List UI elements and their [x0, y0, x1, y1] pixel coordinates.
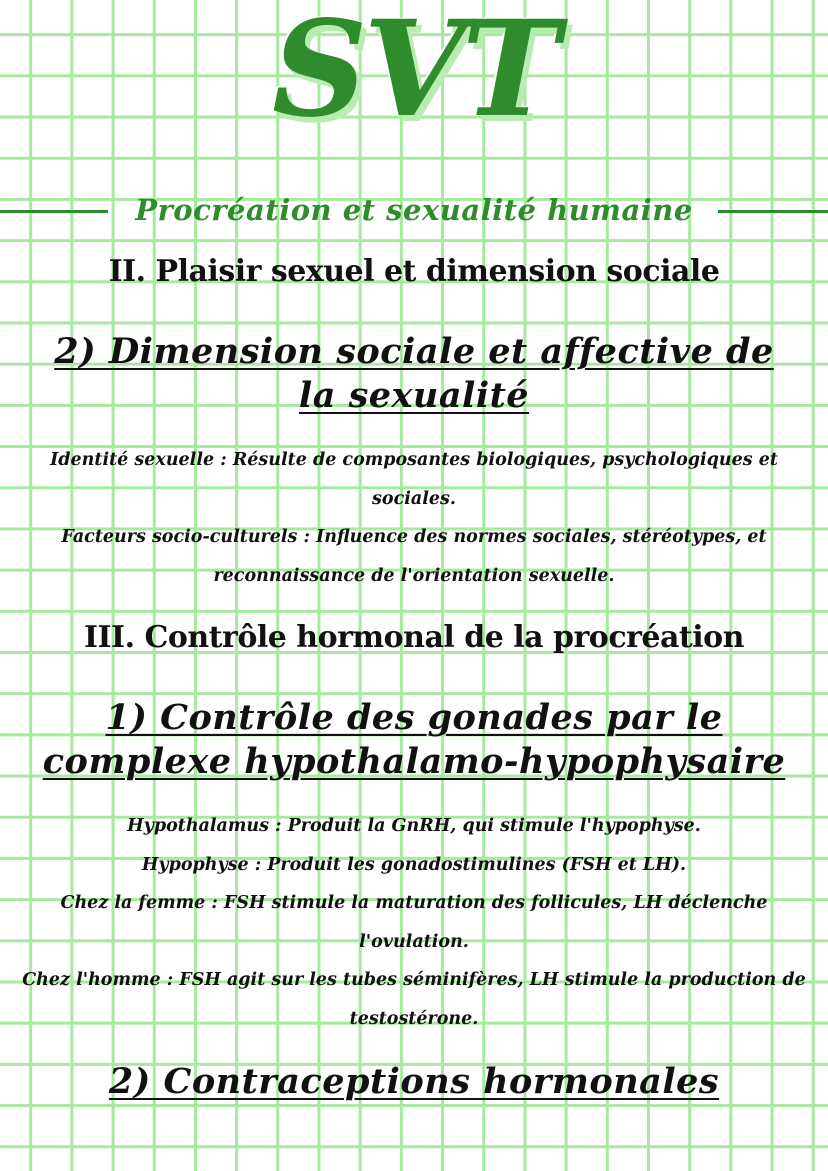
section-3-paragraph [0, 807, 828, 1038]
subsection-3-1-heading: 1) Contrôle des gonades par le complexe hypothalamo-hypophysaire [42, 697, 786, 782]
svt-logo: SVT [272, 0, 556, 147]
subtitle-divider-right [718, 210, 828, 213]
hypothalamus-line: Hypothalamus : Produit la GnRH, qui stimule l'hypophyse. [127, 816, 701, 836]
hypophyse-line: Hypophyse : Produit les gonadostimulines (FSH et LH). [141, 854, 687, 875]
section-3-heading: III. Contrôle hormonal de la procréation [83, 620, 744, 655]
subsection-2-2-heading: 2) Dimension sociale et affective de la sexualité [54, 331, 774, 416]
subtitle-banner [0, 186, 828, 236]
male-line: Chez l'homme : FSH agit sur les tubes séminifères, LH stimule la production de testostérone. [22, 970, 806, 1029]
identity-line: Identité sexuelle : Résulte de composantes biologiques, psychologiques et sociales. [50, 450, 778, 509]
sociocultural-line: Facteurs socio-culturels : Influence des normes sociales, stéréotypes, et reconnaissance de l'orientation sexuelle. [61, 527, 767, 586]
page-subtitle: Procréation et sexualité humaine [135, 193, 693, 227]
section-2-paragraph [0, 441, 828, 595]
subtitle-divider-left [0, 210, 108, 213]
female-line: Chez la femme : FSH stimule la maturation des follicules, LH déclenche l'ovulation. [60, 893, 768, 952]
section-2-heading: II. Plaisir sexuel et dimension sociale [108, 254, 720, 289]
subsection-3-2-heading: 2) Contraceptions hormonales [108, 1061, 720, 1102]
